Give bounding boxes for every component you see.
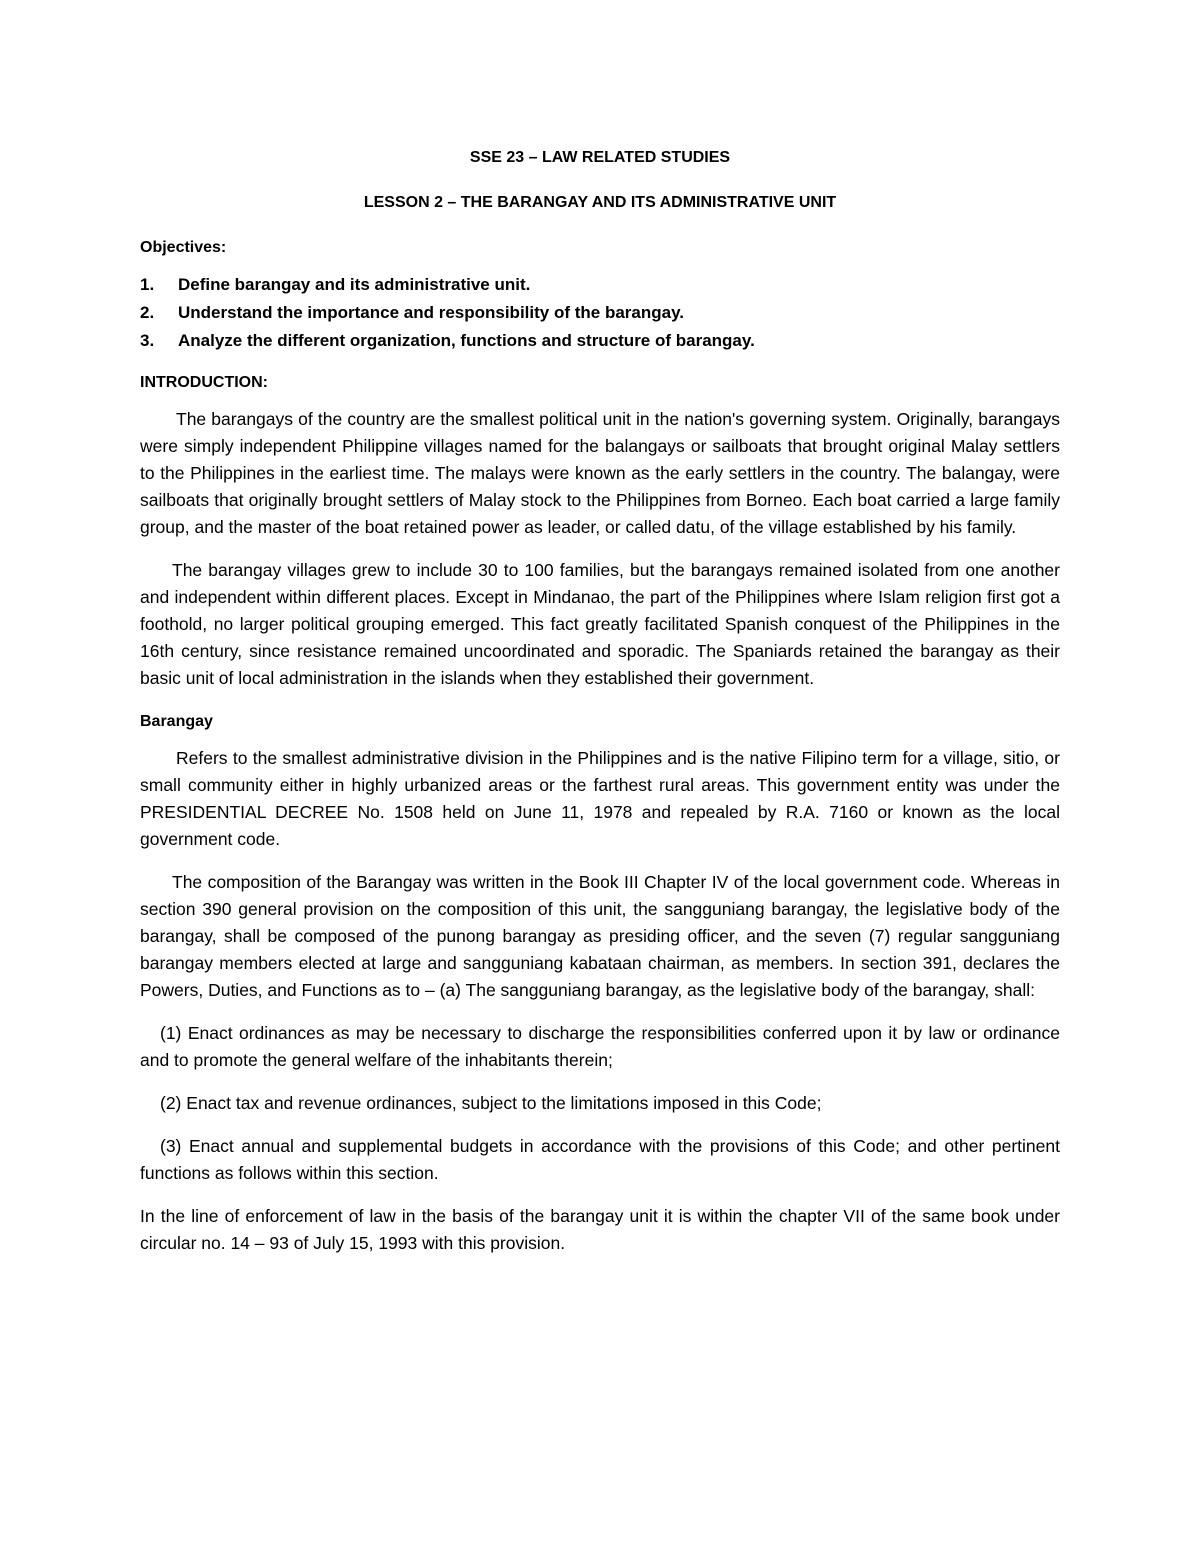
- lesson-title: LESSON 2 – THE BARANGAY AND ITS ADMINISTRATIVE UNIT: [363, 194, 837, 211]
- barangay-heading: Barangay: [140, 713, 213, 730]
- document-body: [140, 144, 1060, 1273]
- objective-text: Define barangay and its administrative unit.: [178, 275, 531, 294]
- power-item: [140, 1133, 1060, 1187]
- objective-text: Analyze the different organization, functions and structure of barangay.: [178, 331, 755, 350]
- power-text: Enact annual and supplemental budgets in accordance with the provisions of this Code; and other pertinent functions as follows within this section.: [140, 1136, 1060, 1183]
- objectives-list: [140, 271, 1060, 355]
- power-number: (2): [160, 1093, 182, 1113]
- power-text: Enact ordinances as may be necessary to discharge the responsibilities conferred upon it by law or ordinance and to promote the general welfare of the inhabitants therein;: [140, 1023, 1060, 1070]
- closing-paragraph: In the line of enforcement of law in the basis of the barangay unit it is within the chapter VII of the same book under circular no. 14 – 93 of July 15, 1993 with this provision.: [140, 1206, 1060, 1253]
- intro-paragraph: The barangay villages grew to include 30 to 100 families, but the barangays remained isolated from one another and independent within different places. Except in Mindanao, the part of the Philippines where Islam religion first got a foothold, no larger political grouping emerged. This fact greatly facilitated Spanish conquest of the Philippines in the 16th century, since resistance remained uncoordinated and sporadic. The Spaniards retained the barangay as their basic unit of local administration in the islands when they established their government.: [140, 560, 1060, 688]
- power-item: [140, 1020, 1060, 1074]
- objectives-heading: Objectives:: [140, 239, 227, 256]
- objective-item: [140, 327, 1060, 355]
- power-number: (1): [160, 1023, 182, 1043]
- power-item: [140, 1090, 1060, 1117]
- objective-number: 1.: [140, 275, 155, 294]
- barangay-composition-paragraph: The composition of the Barangay was written in the Book III Chapter IV of the local government code. Whereas in section 390 general provision on the composition of this unit, the sangguniang barangay, the legislative body of the barangay, shall be composed of the punong barangay as presiding officer, and the seven (7) regular sangguniang barangay members elected at large and sangguniang kabataan chairman, as members. In section 391, declares the Powers, Duties, and Functions as to – (a) The sangguniang barangay, as the legislative body of the barangay, shall:: [140, 872, 1060, 1000]
- introduction-heading: INTRODUCTION:: [140, 374, 268, 391]
- barangay-definition-paragraph: Refers to the smallest administrative division in the Philippines and is the native Filipino term for a village, sitio, or small community either in highly urbanized areas or the farthest rural areas. This government entity was under the PRESIDENTIAL DECREE No. 1508 held on June 11, 1978 and repealed by R.A. 7160 or known as the local government code.: [140, 748, 1060, 849]
- power-number: (3): [160, 1136, 182, 1156]
- power-text: Enact tax and revenue ordinances, subject to the limitations imposed in this Code;: [186, 1093, 822, 1113]
- objective-text: Understand the importance and responsibility of the barangay.: [178, 303, 684, 322]
- objective-number: 2.: [140, 303, 155, 322]
- objective-item: [140, 299, 1060, 327]
- objective-item: [140, 271, 1060, 299]
- objective-number: 3.: [140, 331, 155, 350]
- course-title: SSE 23 – LAW RELATED STUDIES: [469, 149, 731, 166]
- intro-paragraph: The barangays of the country are the smallest political unit in the nation's governing system. Originally, barangays were simply independent Philippine villages named for the balangays or sailboats that brought original Malay settlers to the Philippines in the earliest time. The malays were known as the early settlers in the country. The balangay, were sailboats that originally brought settlers of Malay stock to the Philippines from Borneo. Each boat carried a large family group, and the master of the boat retained power as leader, or called datu, of the village established by his family.: [140, 409, 1060, 537]
